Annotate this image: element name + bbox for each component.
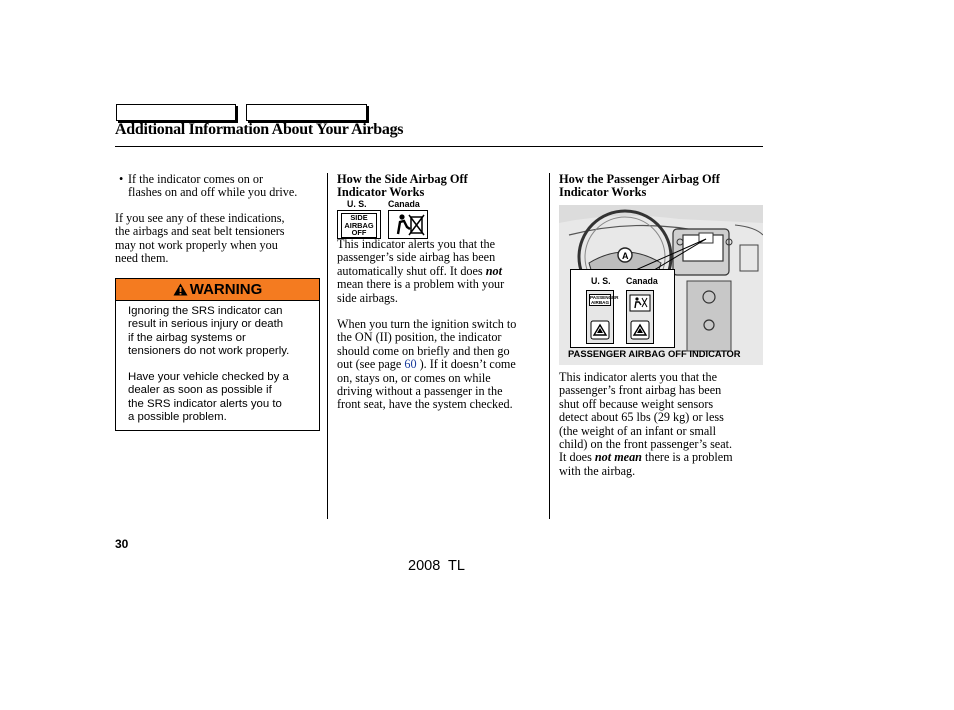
side-airbag-off-indicator-canada [388,210,428,239]
warning-box [115,278,320,431]
passenger-airbag-off-indicator-us: PASSENGER AIRBAG [586,290,614,344]
side-airbag-paragraph-1: This indicator alerts you that the passenger’s side airbag has been automatically shut off. It does not mean there is a problem with your side airbags. [337,237,505,305]
indicator-callout [570,269,675,348]
side-label-canada: Canada [388,199,420,209]
warning-header [116,279,319,301]
page-title: Additional Information About Your Airbags [115,121,404,138]
side-airbag-paragraph-2: When you turn the ignition switch to the ON (II) position, the indicator should come on briefly and then go out (see page 60 ). If it doesn’t come on, stays on, or comes on while driving without a passenger in the front seat, have the system checked. [337,317,517,412]
warning-triangle-icon [173,283,188,296]
passenger-label-canada: Canada [626,276,658,286]
page-number: 30 [115,537,129,551]
dashboard-figure [559,205,763,365]
warning-paragraph-1: Ignoring the SRS indicator can result in serious injury or death if the airbag systems or tensioners do not work properly. [128,305,290,357]
bullet-item [119,173,123,186]
warning-paragraph-2: Have your vehicle checked by a dealer as soon as possible if the SRS indicator alerts you to a possible problem. [128,371,289,423]
passenger-label-us: U. S. [591,276,611,286]
nav-tab-left[interactable] [116,104,236,121]
hazard-triangle-icon [627,319,653,341]
passenger-airbag-off-indicator-canada [626,290,654,344]
bullet-mark: • [119,172,124,186]
bullet-text: If the indicator comes on or flashes on and off while you drive. [128,172,298,200]
indication-paragraph: If you see any of these indications, the airbags and seat belt tensioners may not work properly when you need them. [115,211,285,266]
column-divider [549,173,550,519]
page-60-link[interactable]: 60 [404,357,417,372]
passenger-airbag-paragraph: This indicator alerts you that the passenger’s front airbag has been shut off because weight sensors detect about 65 lbs (29 kg) or less (the weight of an infant or small child) on the front passenger’s seat. It does not mean there is a problem with the airbag. [559,370,733,478]
column-divider [327,173,328,519]
side-airbag-heading: How the Side Airbag Off Indicator Works [337,172,468,199]
passenger-airbag-heading: How the Passenger Airbag Off Indicator Works [559,172,720,199]
side-airbag-off-indicator-us: SIDE AIRBAG OFF [337,210,381,239]
side-label-us: U. S. [347,199,367,209]
model-label: 2008 TL [408,558,465,574]
nav-tab-right[interactable] [246,104,367,121]
title-rule [115,146,763,147]
side-airbag-person-icon [389,211,427,238]
hazard-triangle-icon [587,319,613,341]
svg-text:A: A [622,251,629,261]
warning-label: WARNING [189,281,263,298]
figure-caption: PASSENGER AIRBAG OFF INDICATOR [568,348,741,359]
passenger-airbag-person-icon [627,294,653,314]
